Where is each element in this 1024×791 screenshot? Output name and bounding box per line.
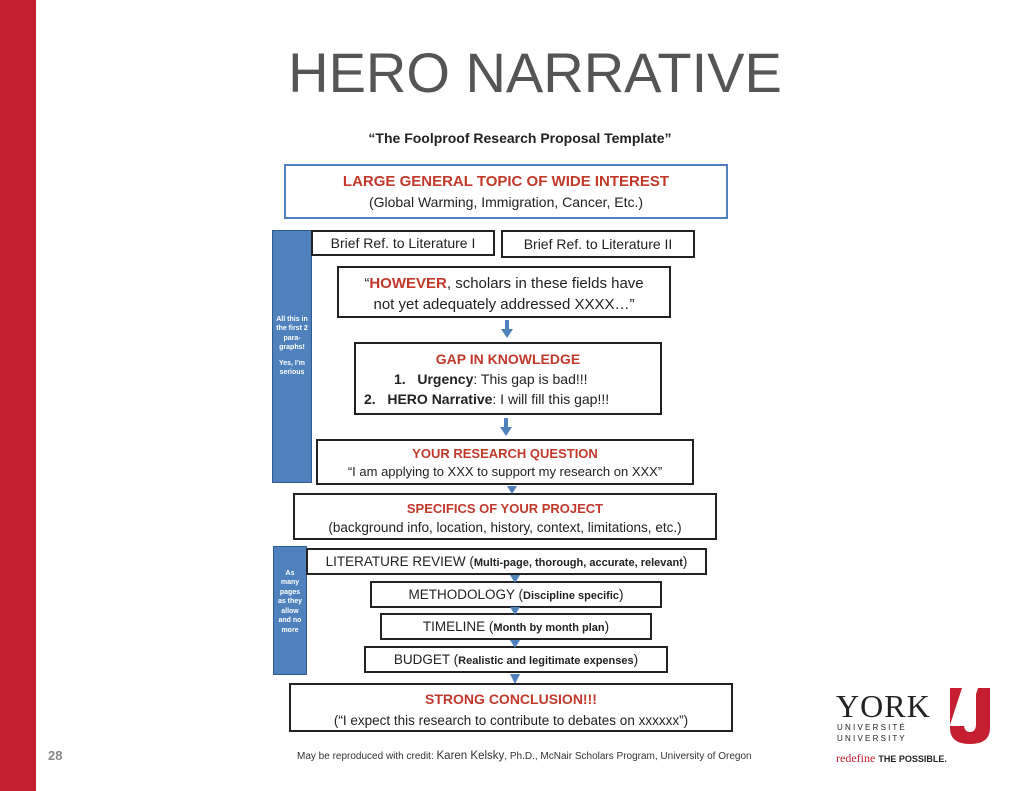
specifics-box: [293, 493, 717, 540]
timeline-box: [380, 613, 652, 640]
gap-item2-text: : I will fill this gap!!!: [492, 391, 610, 407]
credit-line: [297, 750, 752, 762]
budget-close: ): [633, 652, 639, 667]
lit-review-detail: Multi-page, thorough, accurate, relevant: [473, 557, 683, 569]
york-university-logo: [832, 688, 1002, 768]
however-box: [337, 266, 671, 318]
sidebar-top-line2: Yes, I’m serious: [278, 359, 306, 377]
logo-tagline-bold: THE POSSIBLE.: [878, 754, 947, 764]
gap-item2-label: HERO Narrative: [387, 391, 493, 407]
conclusion-text: (“I expect this research to contribute to debates on xxxxxx”): [333, 713, 689, 728]
lit-ref-1-label: Brief Ref. to Literature I: [330, 235, 476, 251]
logo-york: YORK: [836, 688, 931, 724]
york-u-icon: [950, 688, 990, 744]
left-accent-bar: [0, 0, 36, 791]
lit-ref-2-box: [501, 230, 695, 258]
gap-item2-num: 2.: [364, 391, 376, 407]
down-arrow-icon: [507, 484, 517, 494]
gap-heading: GAP IN KNOWLEDGE: [435, 351, 581, 367]
however-keyword: HOWEVER: [369, 275, 447, 292]
conclusion-box: [289, 683, 733, 732]
logo-line2: U N I V E R S I T Y: [837, 734, 905, 743]
down-arrow-icon: [500, 418, 512, 436]
credit-name: Karen Kelsky: [436, 750, 505, 762]
page-number: 28: [48, 748, 63, 763]
specifics-heading: SPECIFICS OF YOUR PROJECT: [406, 501, 604, 516]
however-line1: , scholars in these fields have: [446, 275, 644, 292]
timeline-close: ): [604, 619, 610, 634]
credit-prefix: May be reproduced with credit:: [297, 751, 437, 762]
logo-line1: U N I V E R S I T É: [837, 723, 905, 732]
down-arrow-icon: [510, 607, 520, 615]
methodology-box: [370, 581, 662, 608]
methodology-close: ): [619, 587, 624, 602]
sidebar-bottom-text: As many pages as they allow and no more: [277, 570, 303, 634]
gap-item1-label: Urgency: [417, 371, 474, 387]
gap-item1-text: : This gap is bad!!!: [473, 371, 588, 387]
timeline-detail: Month by month plan: [493, 622, 605, 634]
credit-suffix: , Ph.D., McNair Scholars Program, University of Oregon: [504, 751, 752, 762]
logo-tagline: [836, 751, 947, 766]
timeline-label: TIMELINE (: [422, 619, 494, 634]
however-line2: not yet adequately addressed XXXX…”: [373, 296, 635, 313]
lit-review-label: LITERATURE REVIEW (: [325, 554, 474, 569]
sidebar-top-line1: All this in the first 2 para-graphs!: [276, 316, 308, 352]
lit-review-close: ): [682, 554, 688, 569]
gap-item1-num: 1.: [394, 371, 406, 387]
methodology-label: METHODOLOGY (: [408, 587, 524, 602]
diagram-subtitle: “The Foolproof Research Proposal Template”: [368, 130, 672, 146]
slide-title: HERO NARRATIVE: [288, 41, 782, 104]
budget-detail: Realistic and legitimate expenses: [458, 655, 634, 667]
budget-box: [364, 646, 668, 673]
down-arrow-icon: [510, 639, 520, 648]
specifics-text: (background info, location, history, context, limitations, etc.): [328, 520, 682, 535]
methodology-detail: Discipline specific: [523, 590, 619, 602]
down-arrow-icon: [510, 574, 520, 583]
literature-review-box: [306, 548, 707, 575]
conclusion-heading: STRONG CONCLUSION!!!: [425, 691, 597, 707]
topic-box: [284, 164, 728, 219]
open-quote: “: [364, 275, 370, 292]
logo-tagline-script: redefine: [836, 751, 876, 765]
gap-box: [354, 342, 662, 415]
sidebar-first-paragraphs: [272, 230, 312, 483]
research-question-text: “I am applying to XXX to support my research on XXX”: [347, 464, 663, 479]
research-question-heading: YOUR RESEARCH QUESTION: [412, 446, 598, 461]
topic-examples: (Global Warming, Immigration, Cancer, Etc.): [368, 194, 644, 210]
down-arrow-icon: [501, 320, 513, 338]
lit-ref-1-box: [311, 230, 495, 256]
topic-heading: LARGE GENERAL TOPIC OF WIDE INTEREST: [342, 173, 670, 190]
budget-label: BUDGET (: [393, 652, 459, 667]
research-question-box: [316, 439, 694, 485]
sidebar-page-limit: [273, 546, 307, 675]
lit-ref-2-label: Brief Ref. to Literature II: [523, 236, 673, 252]
